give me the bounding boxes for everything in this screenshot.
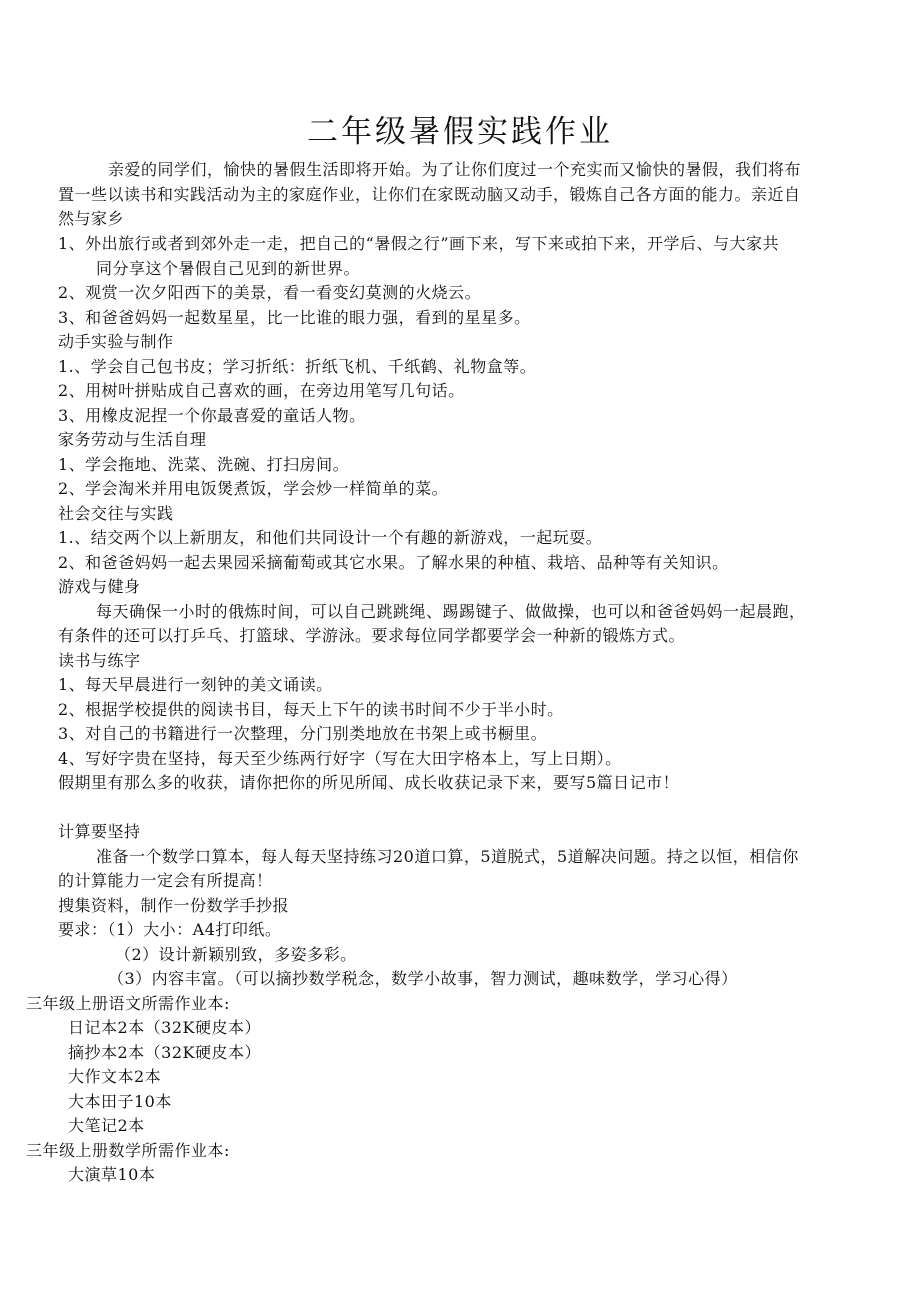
book-item: 大笔记2本 [68,1116,145,1135]
list-item: 3、和爸爸妈妈一起数星星，比一比谁的眼力强，看到的星星多。 [58,308,531,327]
section-heading-reading: 读书与练字 [58,651,141,670]
chinese-books-heading: 三年级上册语文所需作业本: [26,994,230,1013]
paragraph-line: 有条件的还可以打乒乓、打篮球、学游泳。要求每位同学都要学会一种新的锻炼方式。 [58,626,686,645]
section-heading-games: 游戏与健身 [58,577,141,596]
list-item: 2、和爸爸妈妈一起去果园采摘葡萄或其它水果。了解水果的种植、栽培、品种等有关知识。 [58,553,729,572]
book-item: 日记本2本（32K硬皮本） [68,1018,261,1037]
paragraph-line: 的计算能力一定会有所提高！ [58,871,273,890]
list-item: 1、外出旅行或者到郊外走一走，把自己的“暑假之行”画下来，写下来或拍下来，开学后、与大家共 [58,234,780,253]
list-item: 2、根据学校提供的阅读书目，每天上下午的读书时间不少于半小时。 [58,700,564,719]
list-item: 2、用树叶拼贴成自己喜欢的画，在旁边用笔写几句话。 [58,381,465,400]
list-item-continuation: 同分享这个暑假自己见到的新世界。 [96,259,361,278]
intro-line: 亲爱的同学们，愉快的暑假生活即将开始。为了让你们度过一个充实而又愉快的暑假，我们将布 [108,160,802,179]
list-item: 3、对自己的书籍进行一次整理，分门别类地放在书架上或书橱里。 [58,724,548,743]
list-item: 1、每天早晨进行一刻钟的美文诵读。 [58,675,333,694]
list-item: 3、用橡皮泥捏一个你最喜爱的童话人物。 [58,406,366,425]
requirement-item: （2）设计新颖别致，多姿多彩。 [115,945,357,964]
book-item: 大本田子10本 [68,1092,172,1111]
section-heading-math: 计算要坚持 [58,822,141,841]
list-item: 1、学会拖地、洗菜、洗碗、打扫房间。 [58,455,350,474]
section-heading-social: 社会交往与实践 [58,504,174,523]
section-heading-housework: 家务劳动与生活自理 [58,430,207,449]
list-item: 1.、学会自己包书皮；学习折纸：折纸飞机、千纸鹤、礼物盒等。 [58,357,537,376]
section-heading-nature: 然与家乡 [58,209,125,228]
book-item: 大演草10本 [68,1165,156,1184]
requirement-item: 要求：（1）大小：A4打印纸。 [58,920,282,939]
list-item: 4、写好字贵在坚持，每天至少练两行好字（写在大田字格本上，写上日期）。 [58,749,622,768]
book-item: 摘抄本2本（32K硬皮本） [68,1043,261,1062]
section-heading-handson: 动手实验与制作 [58,332,174,351]
intro-line: 置一些以读书和实践活动为主的家庭作业，让你们在家既动脑又动手，锻炼自己各方面的能力。亲近自 [58,185,801,204]
list-item: 1.、结交两个以上新朋友，和他们共同设计一个有趣的新游戏，一起玩耍。 [58,528,603,547]
requirement-item: （3）内容丰富。（可以摘抄数学税念，数学小故事，智力测试，趣味数学，学习心得） [108,969,738,988]
book-item: 大作文本2本 [68,1067,162,1086]
paragraph-line: 准备一个数学口算本，每人每天坚持练习20道口算，5道脱式，5道解决问题。持之以恒，相信你 [96,847,799,866]
page-title: 二年级暑假实践作业 [307,114,613,150]
math-poster-task: 搜集资料，制作一份数学手抄报 [58,896,290,915]
math-books-heading: 三年级上册数学所需作业本: [26,1141,230,1160]
summary-line: 假期里有那么多的收获，请你把你的所见所闻、成长收获记录下来，要写5篇日记市！ [58,773,680,792]
paragraph-line: 每天确保一小时的俄炼时间，可以自己跳跳绳、踢踢键子、做做操，也可以和爸爸妈妈一起晨跑， [96,602,806,621]
list-item: 2、学会淘米并用电饭煲煮饭，学会炒一样简单的菜。 [58,479,449,498]
list-item: 2、观赏一次夕阳西下的美景，看一看变幻莫测的火烧云。 [58,283,482,302]
